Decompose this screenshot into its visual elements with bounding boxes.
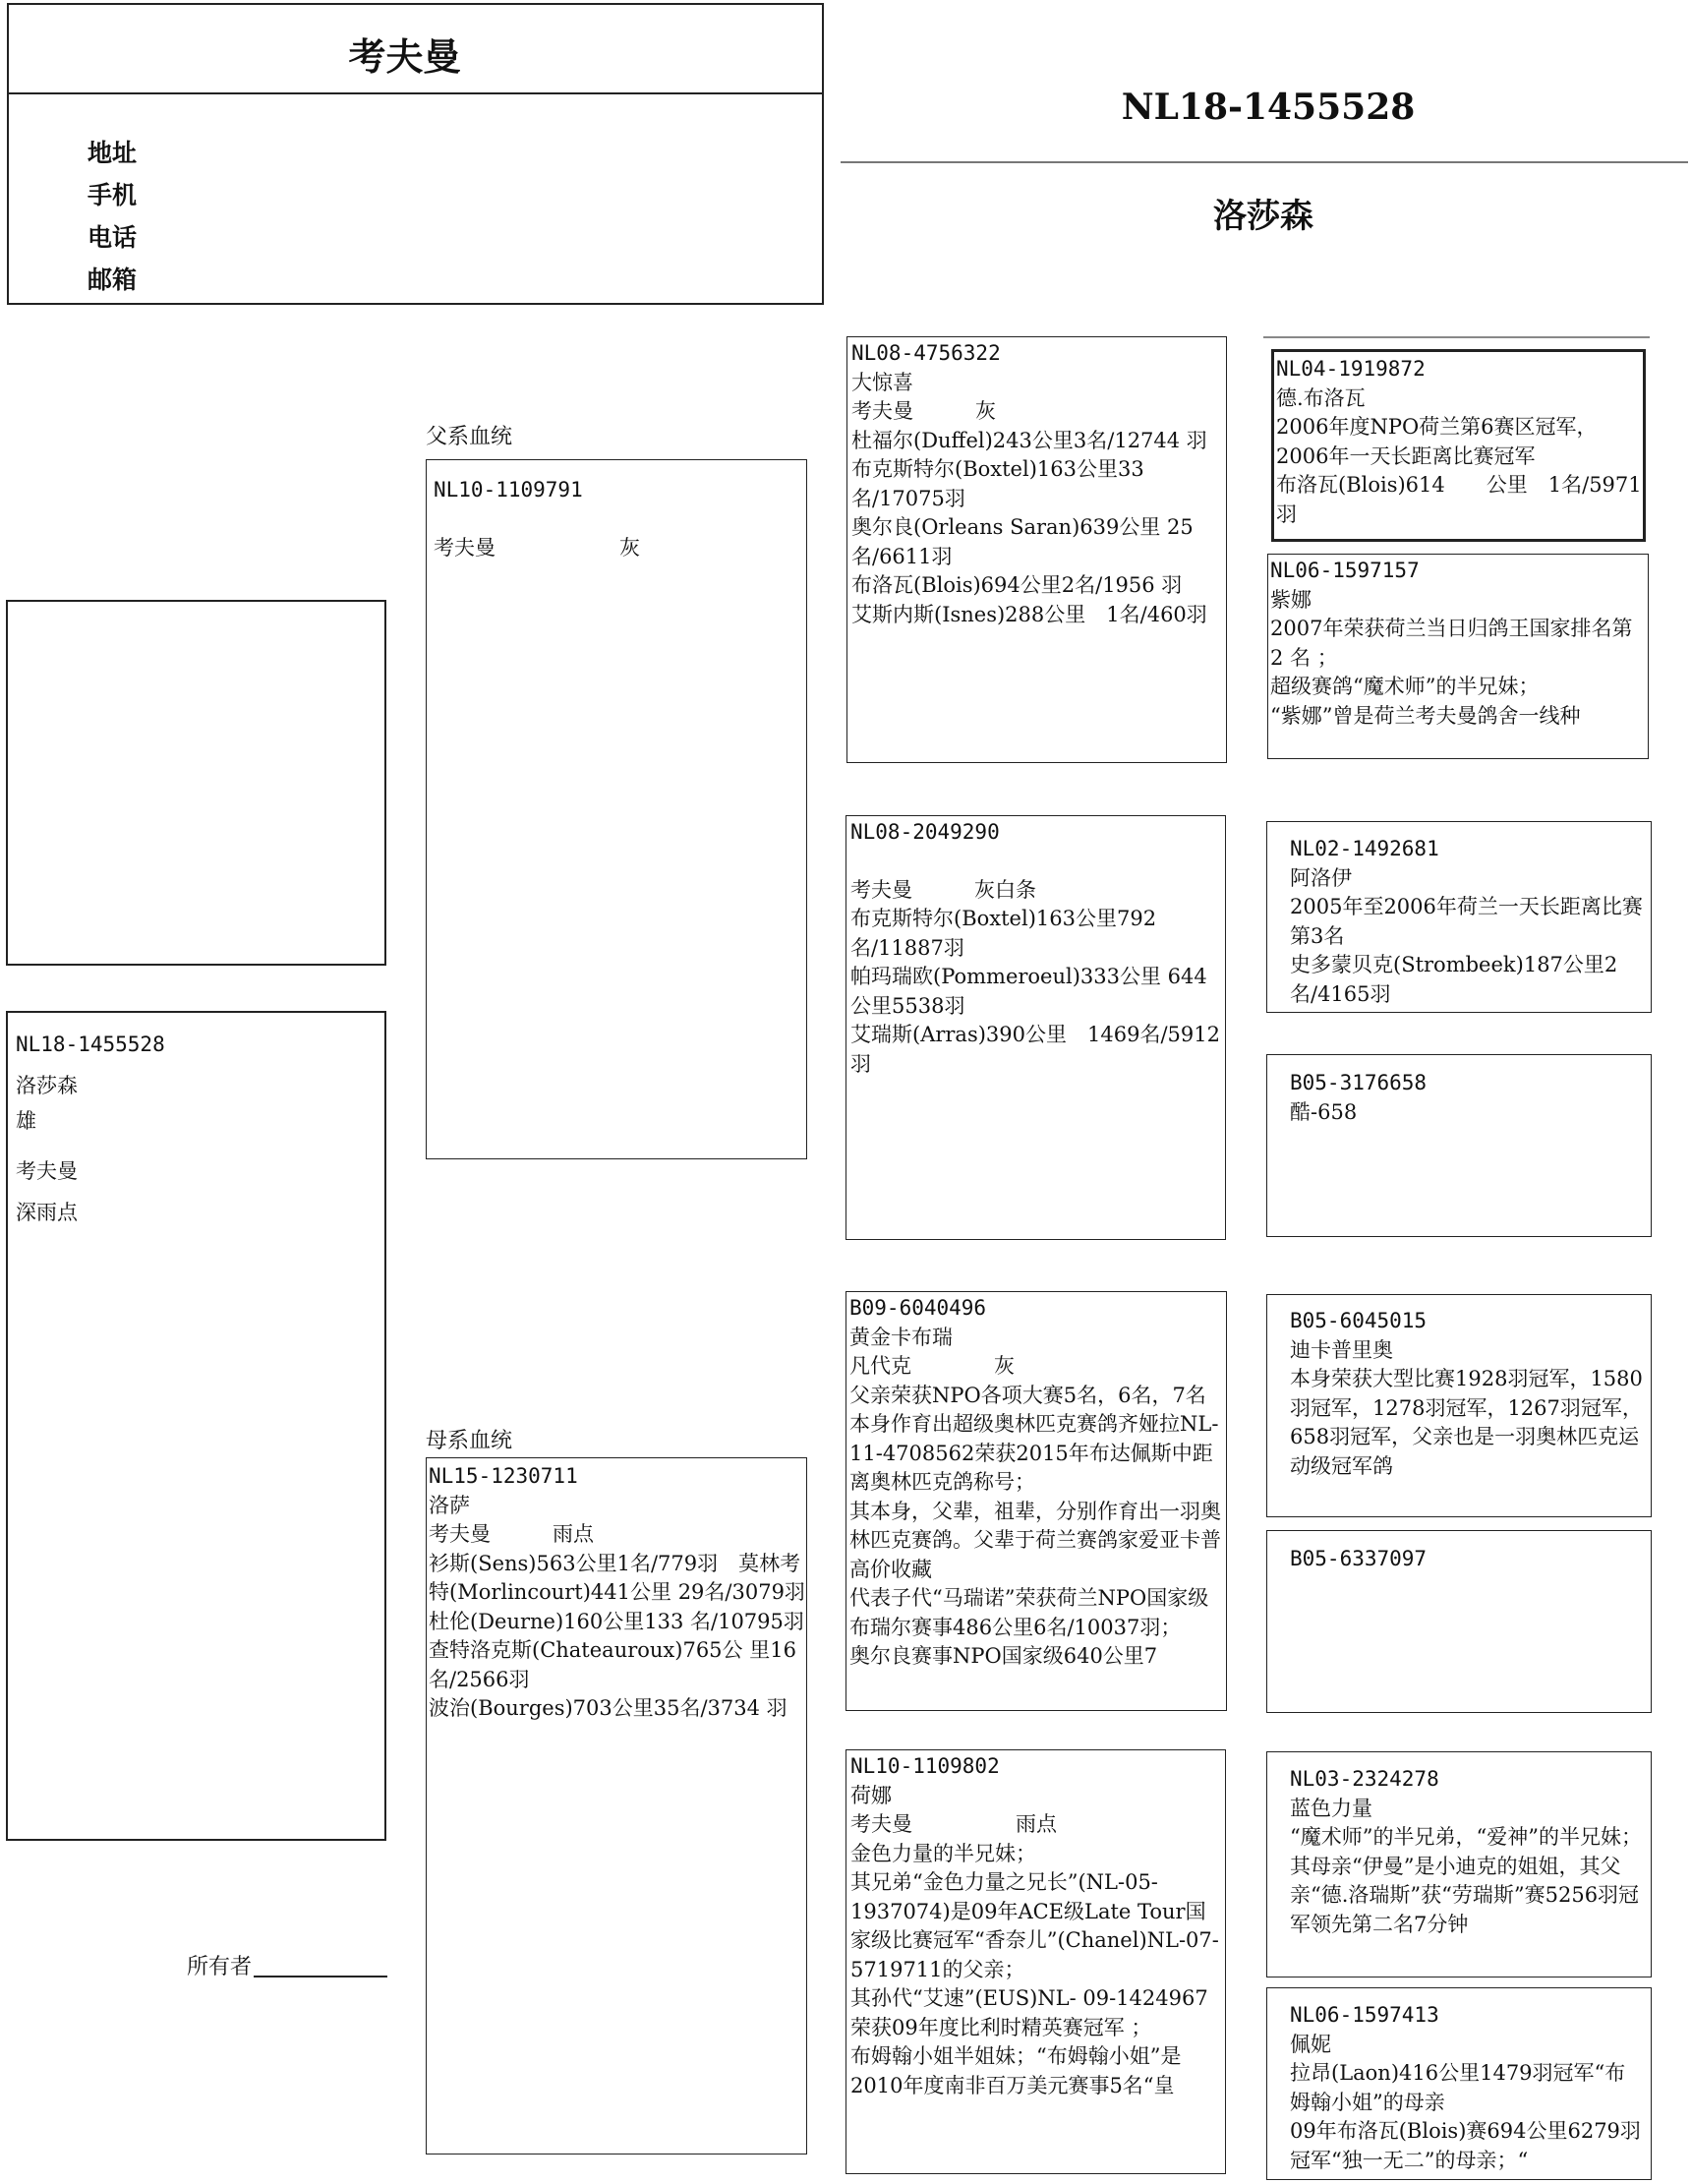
- ssd-note-3: “紫娜”曾是荷兰考夫曼鸽舍一线种: [1270, 703, 1581, 728]
- ssd-note-1: 2007年荣获荷兰当日归鸽王国家排名第 2 名 ；: [1270, 617, 1640, 670]
- ds-note-3: 其本身，父辈，祖辈，分别作育出一羽奥林匹克赛鸽。父辈于荷兰赛鸽家爱亚卡普高价收藏: [849, 1499, 1221, 1581]
- header-ring-underline: [841, 161, 1688, 163]
- dam-sire-box: [846, 1291, 1227, 1711]
- sd-result-1: 布克斯特尔(Boxtel)163公里792 名/11887羽: [850, 907, 1163, 960]
- sss-note-2: 布洛瓦(Blois)614 公里 1名/5971羽: [1276, 473, 1642, 526]
- sds-ring: NL02-1492681: [1290, 837, 1439, 860]
- dam-result-2: 杜伦(Deurne)160公里133 名/10795羽: [429, 1609, 804, 1633]
- ds-note-2: 本身作育出超级奥林匹克赛鸽齐娅拉NL-11-4708562荣获2015年布达佩斯中距离奥林匹克鸽称号；: [849, 1412, 1219, 1494]
- dsd-box: [1266, 1530, 1652, 1713]
- sire-dam-box: [846, 815, 1226, 1240]
- contact-mobile-label: 手机: [87, 181, 138, 209]
- ss-result-2: 布克斯特尔(Boxtel)163公里33 名/17075羽: [851, 457, 1151, 510]
- contact-email-label: 邮箱: [87, 266, 138, 294]
- ss-result-5: 艾斯内斯(Isnes)288公里 1名/460羽: [851, 602, 1207, 626]
- dam-line-label: 母系血统: [426, 1429, 513, 1453]
- dds-box: [1266, 1751, 1652, 1977]
- dds-note-1: “魔术师”的半兄弟，“爱神”的半兄妹；其母亲“伊曼”是小迪克的姐姐，其父亲“德.洛瑞斯”获“劳瑞斯”赛5256羽冠军领先第二名7分钟: [1290, 1825, 1642, 1936]
- sire-line-label: 父系血统: [426, 425, 513, 449]
- sss-box: [1271, 349, 1646, 542]
- ss-result-3: 奥尔良(Orleans Saran)639公里 25名/6611羽: [851, 515, 1194, 568]
- sss-note-1: 2006年度NPO荷兰第6赛区冠军，2006年一天长距离比赛冠军: [1276, 415, 1598, 468]
- sds-note-2: 史多蒙贝克(Strombeek)187公里2名/4165羽: [1290, 953, 1618, 1006]
- ds-ring: B09-6040496: [849, 1296, 987, 1320]
- sss-name: 德.布洛瓦: [1276, 385, 1366, 410]
- dd-note-2: 其兄弟“金色力量之兄长”(NL-05-1937074)是09年ACE级Late Tour国家级比赛冠军“香奈儿”(Chanel)NL-07-5719711的父亲；: [850, 1870, 1219, 1981]
- sire-breeder-color: 考夫曼 灰: [434, 535, 640, 560]
- sd-line-1: [850, 848, 1224, 876]
- ss-ring: NL08-4756322: [851, 341, 1001, 365]
- header-ring-number: NL18-1455528: [1121, 87, 1416, 128]
- sire-box: [426, 459, 807, 1159]
- loft-name: 考夫曼: [348, 34, 461, 79]
- sd-result-2: 帕玛瑞欧(Pommeroeul)333公里 644公里5538羽: [850, 965, 1207, 1018]
- dds-name: 蓝色力量: [1290, 1796, 1372, 1820]
- contact-phone-label: 电话: [87, 223, 138, 252]
- ds-note-5: 奥尔良赛事NPO国家级640公里7: [849, 1644, 1158, 1668]
- sss-top-rule: [1263, 336, 1650, 338]
- dam-result-4: 波治(Bourges)703公里35名/3734 羽: [429, 1696, 787, 1720]
- ss-result-1: 杜福尔(Duffel)243公里3名/12744 羽: [851, 428, 1207, 452]
- loft-header-divider: [9, 92, 822, 94]
- sire-sire-box: [846, 336, 1227, 763]
- ddd-note-2: 09年布洛瓦(Blois)赛694公里6279羽 冠军“独一无二”的母亲；“: [1290, 2119, 1648, 2172]
- dd-ring: NL10-1109802: [850, 1754, 1000, 1778]
- ss-result-4: 布洛瓦(Blois)694公里2名/1956 羽: [851, 573, 1183, 597]
- ds-note-1: 父亲荣获NPO各项大赛5名，6名，7名: [849, 1383, 1206, 1407]
- ddd-box: [1266, 1987, 1652, 2180]
- dam-ring: NL15-1230711: [429, 1464, 578, 1488]
- ssd-name: 紫娜: [1270, 587, 1312, 612]
- sdd-ring: B05-3176658: [1290, 1071, 1428, 1094]
- ds-note-4: 代表子代“马瑞诺”荣获荷兰NPO国家级布瑞尔赛事486公里6名/10037羽；: [849, 1586, 1209, 1639]
- dd-note-4: 布姆翰小姐半姐妹；“布姆翰小姐”是2010年度南非百万美元赛事5名“皇: [850, 2044, 1182, 2097]
- subject-ring: NL18-1455528: [16, 1033, 165, 1056]
- sdd-box: [1266, 1054, 1652, 1237]
- sd-breeder-color: 考夫曼 灰白条: [850, 877, 1036, 902]
- dd-breeder-color: 考夫曼 雨点: [850, 1812, 1057, 1836]
- subject-color: 深雨点: [16, 1201, 78, 1224]
- loft-header-box: [7, 3, 824, 305]
- subject-breeder: 考夫曼: [16, 1159, 78, 1183]
- sd-result-3: 艾瑞斯(Arras)390公里 1469名/5912羽: [850, 1023, 1220, 1076]
- ss-breeder-color: 考夫曼 灰: [851, 399, 996, 423]
- ds-breeder-color: 凡代克 灰: [849, 1354, 1015, 1378]
- dd-note-1: 金色力量的半兄妹；: [850, 1841, 1036, 1865]
- owner-label: 所有者: [187, 1955, 253, 1979]
- dd-name: 荷娜: [850, 1783, 892, 1807]
- dam-result-1: 衫斯(Sens)563公里1名/779羽 莫林考特(Morlincourt)441公里 29名/3079羽: [429, 1551, 805, 1604]
- dss-ring: B05-6045015: [1290, 1309, 1428, 1332]
- dam-name: 洛萨: [429, 1493, 470, 1517]
- sds-name: 阿洛伊: [1290, 865, 1352, 890]
- ss-name: 大惊喜: [851, 370, 913, 394]
- owner-signature-line: [254, 1976, 387, 1977]
- dss-box: [1266, 1294, 1652, 1517]
- dam-dam-box: [846, 1749, 1226, 2174]
- pigeon-photo-frame: [6, 600, 386, 966]
- dam-result-3: 查特洛克斯(Chateauroux)765公 里16名/2566羽: [429, 1638, 796, 1691]
- contact-address-label: 地址: [87, 139, 138, 167]
- ddd-note-1: 拉昂(Laon)416公里1479羽冠军“布姆翰小姐”的母亲: [1290, 2061, 1626, 2114]
- ssd-ring: NL06-1597157: [1270, 559, 1420, 582]
- ds-name: 黄金卡布瑞: [849, 1325, 953, 1349]
- dds-ring: NL03-2324278: [1290, 1767, 1439, 1791]
- subject-sex: 雄: [16, 1109, 36, 1133]
- sss-ring: NL04-1919872: [1276, 357, 1426, 381]
- dss-note-1: 本身荣获大型比赛1928羽冠军，1580 羽冠军，1278羽冠军，1267羽冠军，658羽冠军，父亲也是一羽奥林匹克运动级冠军鸽: [1290, 1367, 1650, 1478]
- sire-ring: NL10-1109791: [434, 478, 583, 502]
- dd-note-3: 其孙代“艾速”(EUS)NL- 09-1424967荣获09年度比利时精英赛冠军 ；: [850, 1986, 1208, 2039]
- subject-box: [6, 1011, 386, 1841]
- sdd-name: 酷-658: [1290, 1099, 1358, 1124]
- dss-name: 迪卡普里奥: [1290, 1337, 1393, 1362]
- ddd-name: 佩妮: [1290, 2032, 1331, 2056]
- sds-box: [1266, 821, 1652, 1013]
- subject-name: 洛莎森: [16, 1074, 78, 1097]
- ssd-note-2: 超级赛鸽“魔术师”的半兄妹；: [1270, 675, 1540, 698]
- sd-ring: NL08-2049290: [850, 820, 1000, 844]
- sds-note-1: 2005年至2006年荷兰一天长距离比赛第3名: [1290, 895, 1643, 948]
- dam-breeder-color: 考夫曼 雨点: [429, 1522, 594, 1546]
- ddd-ring: NL06-1597413: [1290, 2003, 1439, 2027]
- header-pigeon-name: 洛莎森: [1213, 197, 1313, 236]
- dam-box: [426, 1457, 807, 2154]
- sire-line-1: [434, 505, 797, 534]
- ssd-box: [1267, 554, 1649, 759]
- dsd-ring: B05-6337097: [1290, 1547, 1428, 1570]
